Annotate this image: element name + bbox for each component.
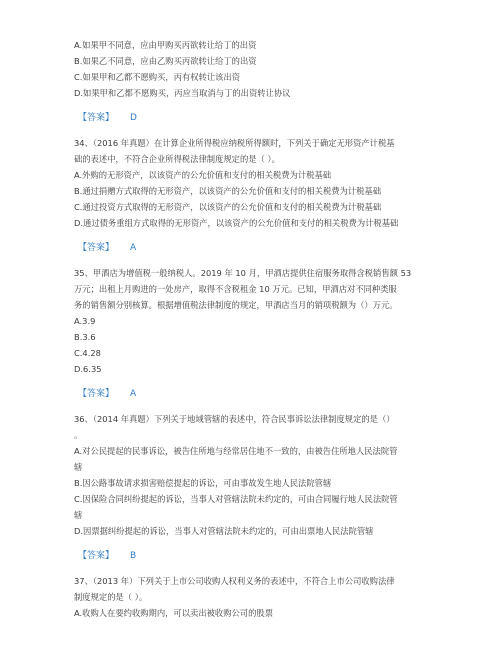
question-stem-line: 万元；出租上月购进的一处房产，取得不含税租金 10 万元。已知，甲酒店对不同种类服 <box>74 284 397 294</box>
question-35 <box>74 265 444 402</box>
option-d: D.如果甲和乙都不愿购买，丙应当取消与丁的出资转让协议 <box>74 88 291 98</box>
question-stem-line: 37、（2013 年）下列关于上市公司收购人权利义务的表述中，不符合上市公司收购法律 <box>74 576 395 586</box>
option-a: A.外购的无形资产，以该资产的公允价值和支付的相关税费为计税基础 <box>74 170 332 180</box>
option-a-continued: 辖 <box>74 462 83 472</box>
option-b: B.通过捐赠方式取得的无形资产，以该资产的公允价值和支付的相关税费为计税基础 <box>74 186 382 196</box>
option-d: D.6.35 <box>74 364 102 374</box>
answer-value: B <box>130 551 137 561</box>
question-list <box>74 37 444 621</box>
question-stem-line: 制度规定的是（ ）。 <box>74 592 148 602</box>
answer-line <box>78 548 444 564</box>
option-a: A.对公民提起的民事诉讼，被告住所地与经常居住地不一致的，由被告住所地人民法院管 <box>74 446 398 456</box>
answer-label: 【答案】 <box>78 243 115 253</box>
question-34 <box>74 135 444 256</box>
answer-value: D <box>130 113 137 123</box>
option-c: C.因保险合同纠纷提起的诉讼，当事人对管辖法院未约定的，可由合同履行地人民法院管 <box>74 494 398 504</box>
option-d: D.通过债务重组方式取得的无形资产，以该资产的公允价值和支付的相关税费为计税基础 <box>74 218 399 228</box>
answer-label: 【答案】 <box>78 551 115 561</box>
option-c: C.通过投资方式取得的无形资产，以该资产的公允价值和支付的相关税费为计税基础 <box>74 202 382 212</box>
answer-line <box>78 240 444 256</box>
option-a: A.3.9 <box>74 316 96 326</box>
question-stem-line: 35、甲酒店为增值税一般纳税人。2019 年 10 月，甲酒店提供住宿服务取得含税销售额 53 <box>74 268 412 278</box>
answer-value: A <box>130 389 137 399</box>
question-stem-line: 务的销售额分别核算。根据增值税法律制度的规定，甲酒店当月的销项税额为（）万元。 <box>74 300 398 310</box>
answer-line <box>78 386 444 402</box>
option-b: B.如果乙不同意，应由乙购买丙欲转让给丁的出资 <box>74 56 257 66</box>
answer-value: A <box>130 243 137 253</box>
answer-label: 【答案】 <box>78 113 115 123</box>
question-36 <box>74 411 444 564</box>
question-33 <box>74 37 444 126</box>
option-b: B.3.6 <box>74 332 96 342</box>
answer-label: 【答案】 <box>78 389 115 399</box>
question-stem-line: 36、（2014 年真题）下列关于地域管辖的表述中，符合民事诉讼法律制度规定的是（） <box>74 414 395 424</box>
option-a: A.如果甲不同意，应由甲购买丙欲转让给丁的出资 <box>74 40 257 50</box>
option-c: C.如果甲和乙都不愿购买，丙有权转让该出资 <box>74 72 241 82</box>
option-d: D.因票据纠纷提起的诉讼，当事人对管辖法院未约定的，可由出票地人民法院管辖 <box>74 526 374 536</box>
question-stem-line: 础的表述中，不符合企业所得税法律制度规定的是（ ）。 <box>74 154 280 164</box>
option-c-continued: 辖 <box>74 510 83 520</box>
option-c: C.4.28 <box>74 348 101 358</box>
option-a: A.收购人在要约收购期内，可以卖出被收购公司的股票 <box>74 608 273 618</box>
question-37 <box>74 573 444 621</box>
answer-line <box>78 110 444 126</box>
question-stem-line: 34、（2016 年真题）在计算企业所得税应纳税所得额时，下列关于确定无形资产计税基 <box>74 138 395 148</box>
question-stem-line: 。 <box>74 430 83 440</box>
option-b: B.因公路事故请求损害赔偿提起的诉讼，可由事故发生地人民法院管辖 <box>74 478 332 488</box>
